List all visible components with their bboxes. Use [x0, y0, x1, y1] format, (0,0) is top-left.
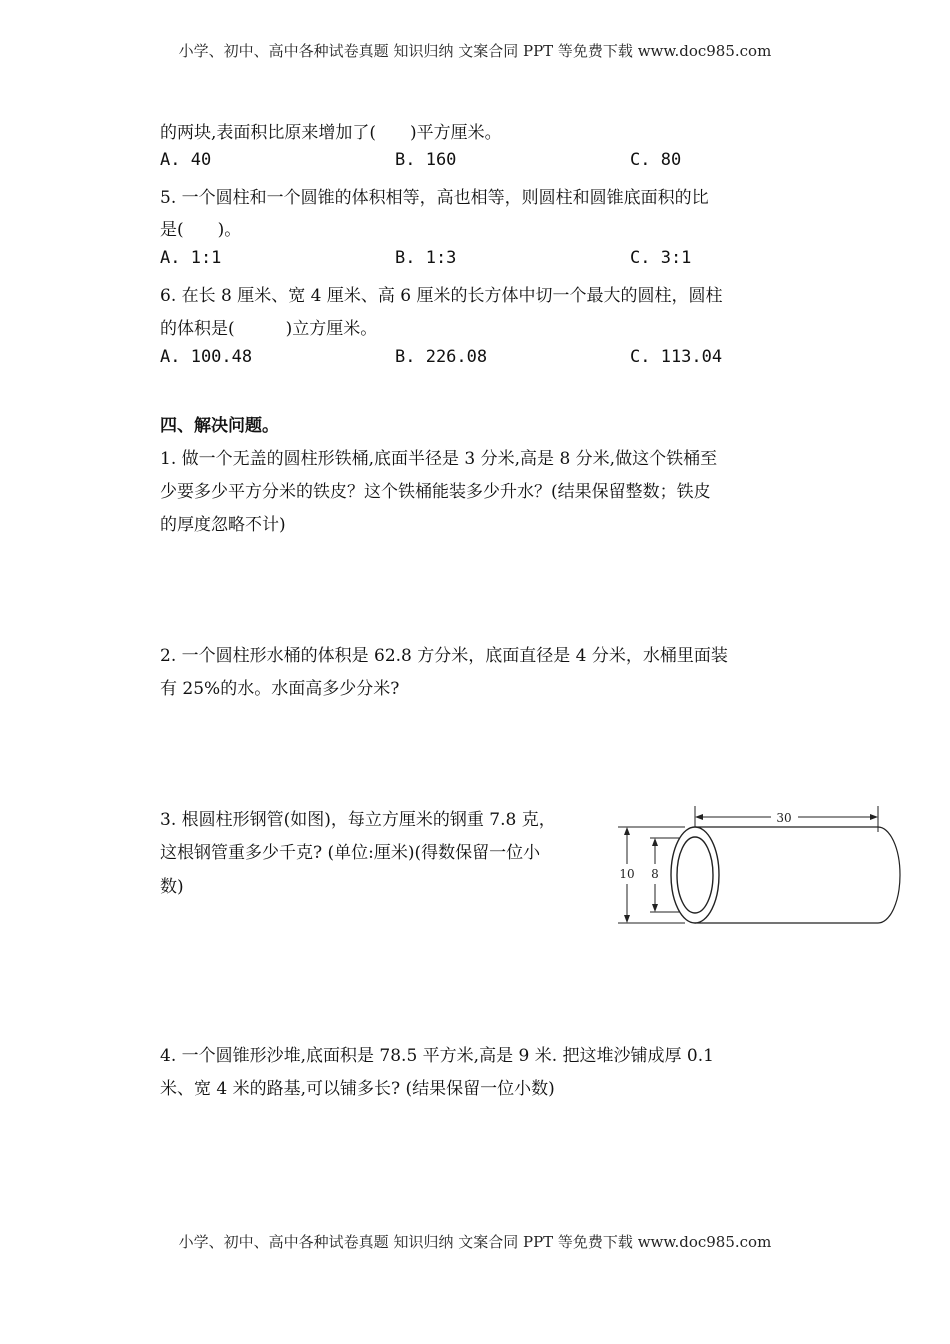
q5-line2: 是( )。 [160, 220, 242, 240]
q5-line1: 5. 一个圆柱和一个圆锥的体积相等，高也相等，则圆柱和圆锥底面积的比 [160, 188, 709, 208]
p3-line3: 数) [160, 877, 184, 897]
q4-option-a: A. 40 [160, 150, 212, 170]
q6-line2: 的体积是( )立方厘米。 [160, 319, 378, 339]
inner-diameter-label: 8 [651, 867, 659, 881]
p4-line2: 米、宽 4 米的路基,可以铺多长? (结果保留一位小数) [160, 1079, 555, 1099]
q4-option-b: B. 160 [395, 150, 457, 170]
p4-line1: 4. 一个圆锥形沙堆,底面积是 78.5 平方米,高是 9 米. 把这堆沙铺成厚 0.1 [160, 1046, 714, 1066]
q4-option-c: C. 80 [630, 150, 682, 170]
q6-option-c: C. 113.04 [630, 347, 723, 367]
p3-line1: 3. 根圆柱形钢管(如图)，每立方厘米的钢重 7.8 克， [160, 810, 556, 830]
q5-option-a: A. 1:1 [160, 248, 222, 268]
length-dimension [695, 806, 878, 832]
length-label: 30 [776, 811, 792, 825]
section-title: 四、解决问题。 [160, 416, 279, 436]
page-header: 小学、初中、高中各种试卷真题 知识归纳 文案合同 PPT 等免费下载 www.doc985.com [178, 42, 772, 60]
p1-line1: 1. 做一个无盖的圆柱形铁桶,底面半径是 3 分米,高是 8 分米,做这个铁桶至 [160, 449, 718, 469]
q6-line1: 6. 在长 8 厘米、宽 4 厘米、高 6 厘米的长方体中切一个最大的圆柱，圆柱 [160, 286, 723, 306]
q5-option-b: B. 1:3 [395, 248, 457, 268]
p1-line3: 的厚度忽略不计) [160, 515, 286, 535]
p2-line2: 有 25%的水。水面高多少分米? [160, 679, 400, 699]
page-footer: 小学、初中、高中各种试卷真题 知识归纳 文案合同 PPT 等免费下载 www.doc985.com [178, 1233, 772, 1251]
outer-diameter-label: 10 [619, 867, 635, 881]
pipe-body [671, 827, 900, 923]
p2-line1: 2. 一个圆柱形水桶的体积是 62.8 方分米，底面直径是 4 分米，水桶里面装 [160, 646, 728, 666]
q4-tail-text: 的两块,表面积比原来增加了( )平方厘米。 [160, 123, 502, 143]
q6-option-a: A. 100.48 [160, 347, 253, 367]
q6-option-b: B. 226.08 [395, 347, 488, 367]
steel-pipe-figure [615, 800, 915, 930]
p1-line2: 少要多少平方分米的铁皮？这个铁桶能装多少升水？(结果保留整数；铁皮 [160, 482, 711, 502]
p3-line2: 这根钢管重多少千克? (单位:厘米)(得数保留一位小 [160, 843, 541, 863]
q5-option-c: C. 3:1 [630, 248, 692, 268]
